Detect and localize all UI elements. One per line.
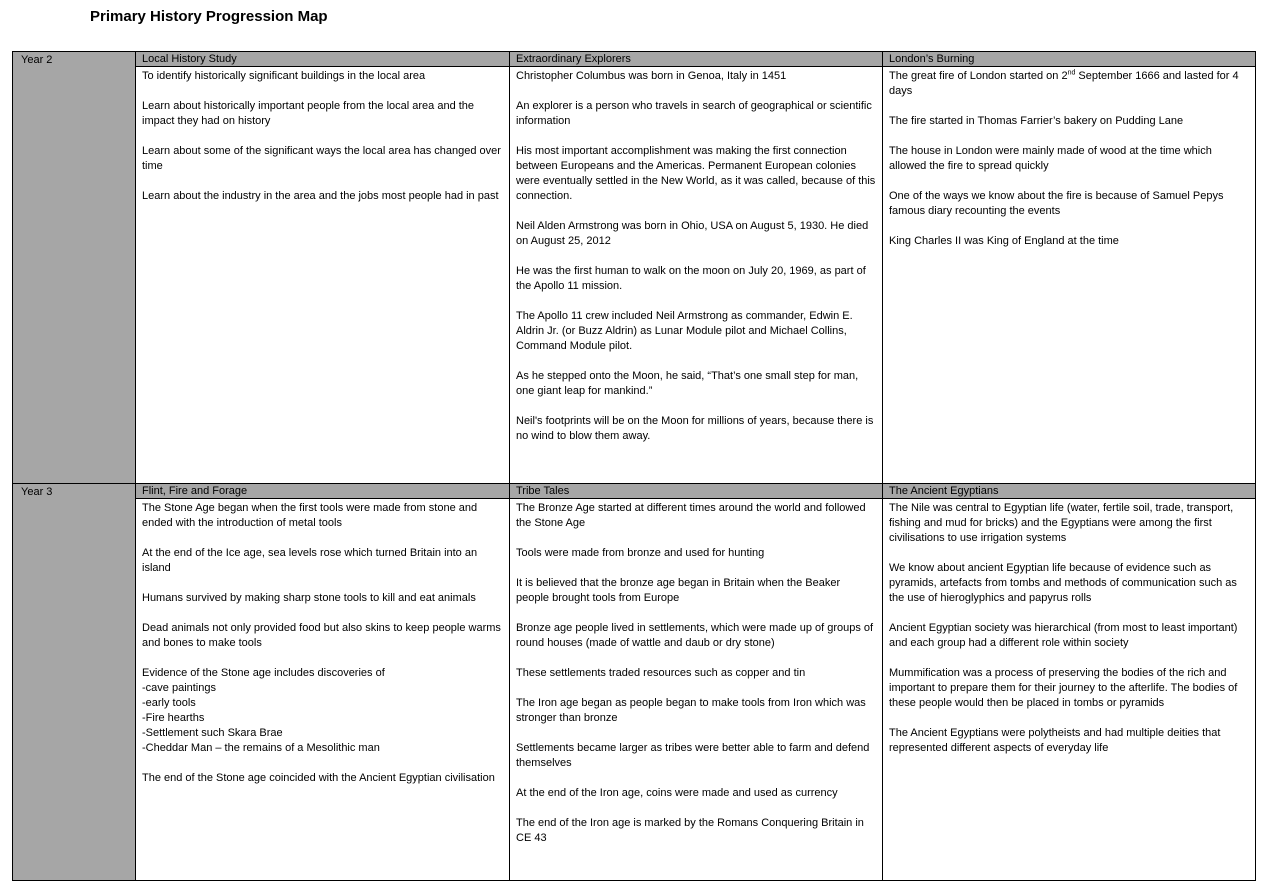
topic-heading: Flint, Fire and Forage [136,484,509,499]
knowledge-point: Evidence of the Stone age includes discoveries of -cave paintings -early tools -Fire hearths -Settlement such Skara Brae -Cheddar Man – the remains of a Mesolithic man [142,667,385,754]
knowledge-point: Learn about the industry in the area and the jobs most people had in past [142,190,499,202]
knowledge-point: As he stepped onto the Moon, he said, “That’s one small step for man, one giant leap for mankind.” [516,370,859,397]
knowledge-point: We know about ancient Egyptian life because of evidence such as pyramids, artefacts from tombs and methods of communication such as the use of hieroglyphics and papyrus rolls [889,562,1237,604]
knowledge-point: Neil's footprints will be on the Moon for millions of years, because there is no wind to blow them away. [516,415,874,442]
knowledge-point: The great fire of London started on 2nd September 1666 and lasted for 4 days [889,69,1239,97]
knowledge-point: At the end of the Ice age, sea levels rose which turned Britain into an island [142,547,478,574]
knowledge-point: Mummification was a process of preserving the bodies of the rich and important to prepare them for their journey to the afterlife. The bodies of these people would then be placed in tombs or pyramids [889,667,1238,709]
topic-heading: Tribe Tales [510,484,882,499]
knowledge-point: King Charles II was King of England at the time [889,235,1119,247]
topic-content [510,69,882,459]
topic-content [510,501,882,861]
knowledge-point: Ancient Egyptian society was hierarchical (from most to least important) and each group had a different role within society [889,622,1238,649]
knowledge-point: Neil Alden Armstrong was born in Ohio, USA on August 5, 1930. He died on August 25, 2012 [516,220,869,247]
topic-content [883,501,1255,771]
knowledge-point: The end of the Iron age is marked by the Romans Conquering Britain in CE 43 [516,817,864,844]
topic-content [883,69,1255,264]
knowledge-point: Dead animals not only provided food but also skins to keep people warms and bones to make tools [142,622,501,649]
knowledge-point: To identify historically significant buildings in the local area [142,70,426,82]
topic-content [136,69,509,219]
topic-heading: Extraordinary Explorers [510,52,882,67]
knowledge-point: Learn about some of the significant ways the local area has changed over time [142,145,501,172]
knowledge-point: The house in London were mainly made of wood at the time which allowed the fire to spread quickly [889,145,1212,172]
knowledge-point: Learn about historically important people from the local area and the impact they had on history [142,100,475,127]
year-label: Year 3 [21,486,53,498]
knowledge-point: The Nile was central to Egyptian life (water, fertile soil, trade, transport, fishing and mud for bricks) and the Egyptians were among the first civilisations to use irrigation systems [889,502,1234,544]
knowledge-point: Settlements became larger as tribes were better able to farm and defend themselves [516,742,870,769]
knowledge-point: The Bronze Age started at different times around the world and followed the Stone Age [516,502,866,529]
topic-heading: Local History Study [136,52,509,67]
page-title: Primary History Progression Map [90,8,328,25]
knowledge-point: These settlements traded resources such as copper and tin [516,667,806,679]
knowledge-point: At the end of the Iron age, coins were made and used as currency [516,787,838,799]
knowledge-point: It is believed that the bronze age began in Britain when the Beaker people brought tools from Europe [516,577,841,604]
year-label: Year 2 [21,54,53,66]
year-column [13,52,136,880]
knowledge-point: He was the first human to walk on the moon on July 20, 1969, as part of the Apollo 11 mission. [516,265,866,292]
knowledge-point: The Iron age began as people began to make tools from Iron which was stronger than bronze [516,697,866,724]
knowledge-point: Bronze age people lived in settlements, which were made up of groups of round houses (made of wattle and daub or dry stone) [516,622,874,649]
knowledge-point: An explorer is a person who travels in search of geographical or scientific information [516,100,872,127]
knowledge-point: Humans survived by making sharp stone tools to kill and eat animals [142,592,476,604]
topic-content [136,501,509,801]
knowledge-point: The fire started in Thomas Farrier’s bakery on Pudding Lane [889,115,1184,127]
knowledge-point: The Stone Age began when the first tools were made from stone and ended with the introduction of metal tools [142,502,478,529]
knowledge-point: The Ancient Egyptians were polytheists and had multiple deities that represented different aspects of everyday life [889,727,1221,754]
knowledge-point: The end of the Stone age coincided with the Ancient Egyptian civilisation [142,772,495,784]
knowledge-point: The Apollo 11 crew included Neil Armstrong as commander, Edwin E. Aldrin Jr. (or Buzz Aldrin) as Lunar Module pilot and Michael Collins, Command Module pilot. [516,310,853,352]
knowledge-point: His most important accomplishment was making the first connection between Europeans and the Americas. Permanent European colonies were eventually settled in the New World, as it was called, because of this connection. [516,145,876,202]
topic-heading: The Ancient Egyptians [883,484,1255,499]
topic-heading: London’s Burning [883,52,1255,67]
knowledge-point: One of the ways we know about the fire is because of Samuel Pepys famous diary recounting the events [889,190,1224,217]
knowledge-point: Tools were made from bronze and used for hunting [516,547,765,559]
progression-table [12,51,1256,881]
knowledge-point: Christopher Columbus was born in Genoa, Italy in 1451 [516,70,787,82]
